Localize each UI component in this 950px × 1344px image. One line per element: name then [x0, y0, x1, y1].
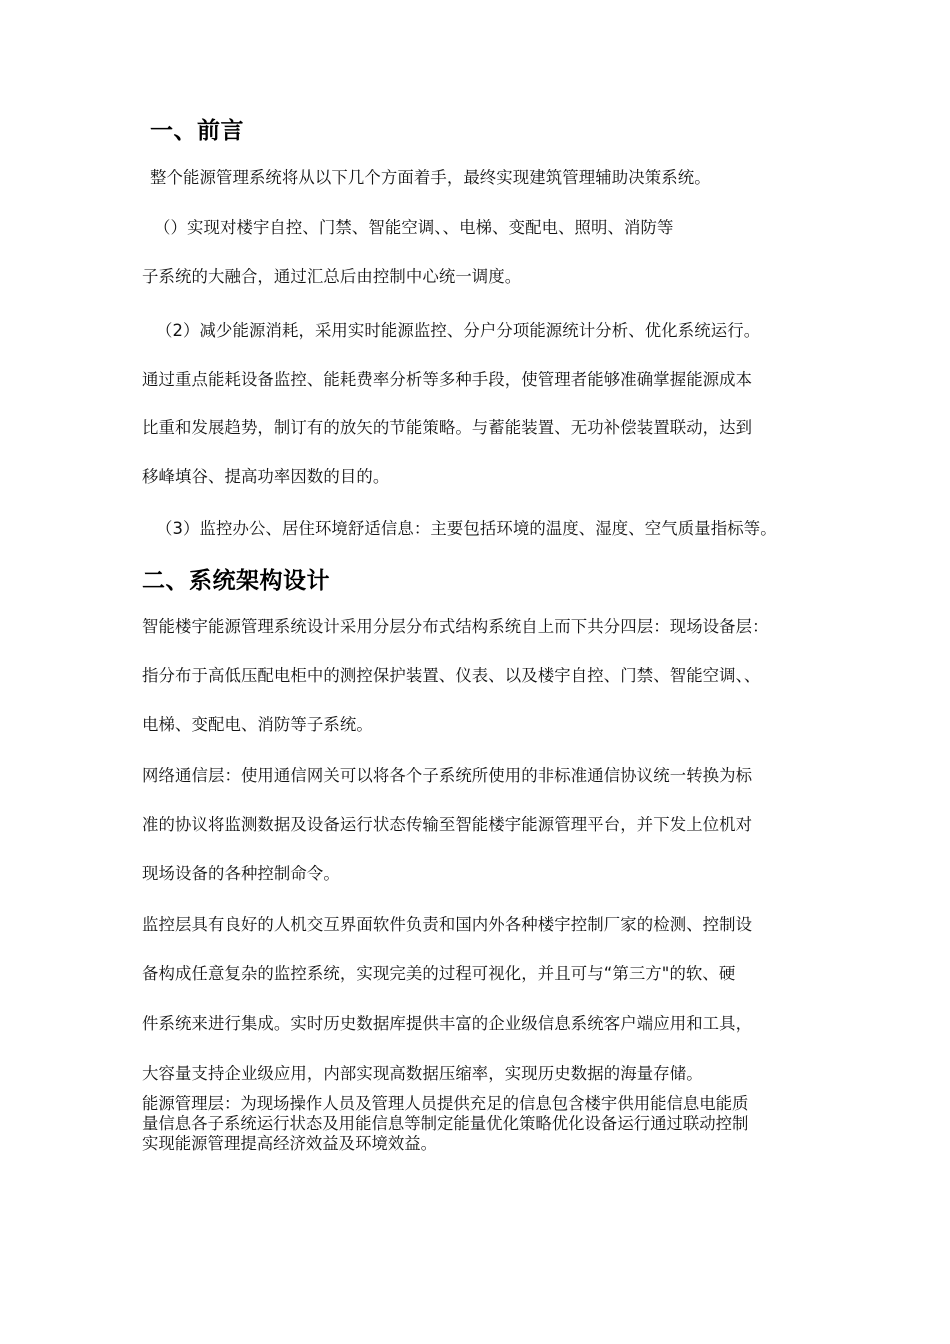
heading-preface: 一、前言: [150, 118, 244, 144]
paragraph-line: （）实现对楼宇自控、门禁、智能空调、、电梯、变配电、照明、消防等: [154, 218, 674, 237]
paragraph-line: （3）监控办公、居住环境舒适信息：主要包括环境的温度、湿度、空气质量指标等。: [156, 519, 777, 538]
paragraph-line: 现场设备的各种控制命令。: [142, 864, 340, 883]
paragraph-line: 网络通信层：使用通信网关可以将各个子系统所使用的非标准通信协议统一转换为标: [142, 766, 753, 785]
paragraph-line: （2）减少能源消耗，采用实时能源监控、分户分项能源统计分析、优化系统运行。: [156, 321, 761, 340]
paragraph-line: 监控层具有良好的人机交互界面软件负责和国内外各种楼宇控制厂家的检测、控制设: [142, 915, 753, 934]
paragraph-line: 智能楼宇能源管理系统设计采用分层分布式结构系统自上而下共分四层：现场设备层：: [142, 617, 769, 636]
paragraph-line: 子系统的大融合，通过汇总后由控制中心统一调度。: [142, 267, 522, 286]
paragraph-line: 备构成任意复杂的监控系统，实现完美的过程可视化，并且可与“第三方"的软、硬: [142, 964, 736, 983]
paragraph-line: 整个能源管理系统将从以下几个方面着手，最终实现建筑管理辅助决策系统。: [150, 168, 711, 187]
paragraph-line: 比重和发展趋势，制订有的放矢的节能策略。与蓄能装置、无功补偿装置联动，达到: [142, 418, 753, 437]
paragraph-line: 件系统来进行集成。实时历史数据库提供丰富的企业级信息系统客户端应用和工具，: [142, 1014, 753, 1033]
paragraph-line: 电梯、变配电、消防等子系统。: [142, 715, 373, 734]
heading-architecture: 二、系统架构设计: [142, 568, 330, 594]
paragraph-line: 准的协议将监测数据及设备运行状态传输至智能楼宇能源管理平台，并下发上位机对: [142, 815, 753, 834]
paragraph-line: 移峰填谷、提高功率因数的目的。: [142, 467, 390, 486]
paragraph-line: 通过重点能耗设备监控、能耗费率分析等多种手段，使管理者能够准确掌握能源成本: [142, 370, 753, 389]
paragraph-line: 能源管理层：为现场操作人员及管理人员提供充足的信息包含楼宇供用能信息电能质: [142, 1094, 749, 1113]
paragraph-line: 量信息各子系统运行状态及用能信息等制定能量优化策略优化设备运行通过联动控制: [142, 1114, 749, 1133]
paragraph-line: 大容量支持企业级应用，内部实现高数据压缩率，实现历史数据的海量存储。: [142, 1064, 703, 1083]
paragraph-line: 指分布于高低压配电柜中的测控保护装置、仪表、以及楼宇自控、门禁、智能空调、、: [142, 666, 761, 685]
paragraph-line: 实现能源管理提高经济效益及环境效益。: [142, 1134, 438, 1153]
